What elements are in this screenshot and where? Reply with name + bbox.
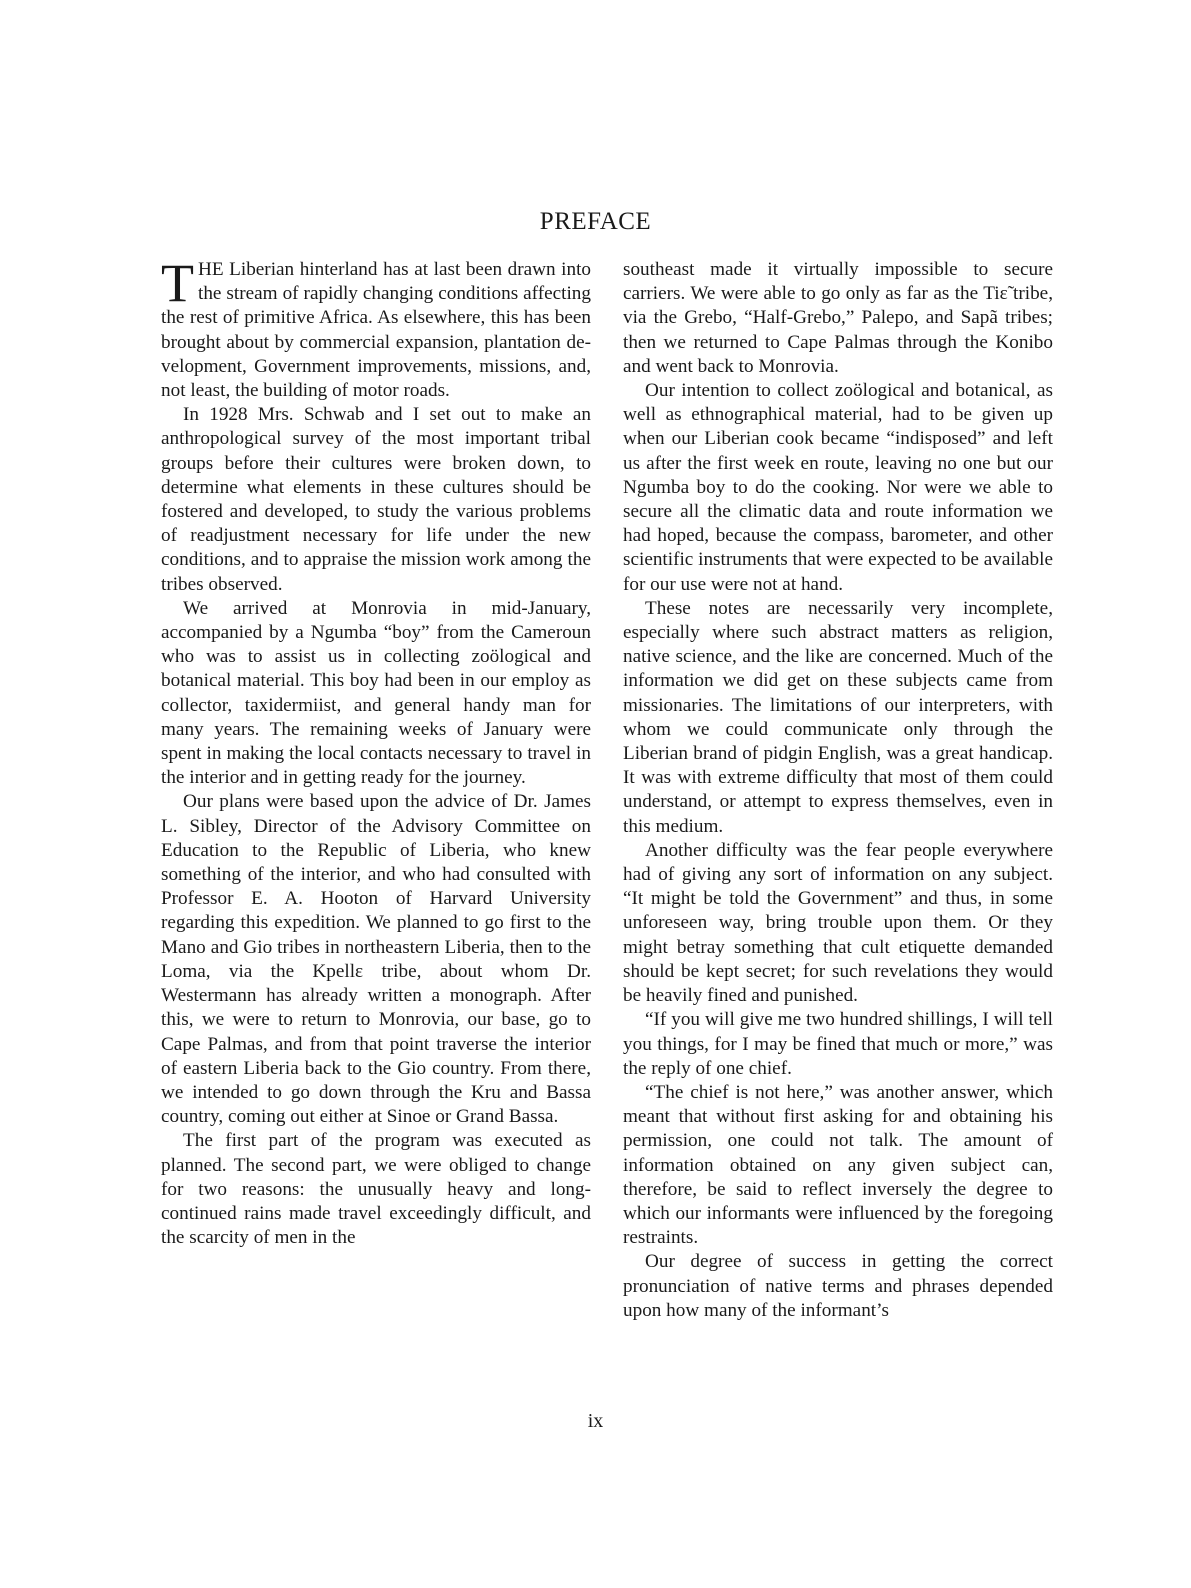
paragraph: Another difficulty was the fear people everywhere had of giving any sort of information on any subject. “It might be told the Government” and thus, in some unforeseen way, bring trouble upon them. Or they might betray something that cult etiquette demanded should be kept secret; for such revelations they would be heavily fined and punished. <box>623 839 1053 1007</box>
paragraph: Our intention to collect zoölogical and botanical, as well as ethnographical material, had to be given up when our Liberian cook became “indisposed” and left us after the first week en route, leaving no one but our Ngumba boy to do the cooking. Nor were we able to secure all the climatic data and route information we had hoped, because the compass, barometer, and other scientific instruments that were expected to be available for our use were not at hand. <box>623 380 1053 595</box>
page-number: ix <box>587 1410 604 1432</box>
paragraph: southeast made it virtually impossible to secure carriers. We were able to go only as far as the Tiɛ̃ tribe, via the Grebo, “Half-Grebo,” Palepo, and Sapã tribes; then we returned to Cape Palmas through the Konibo and went back to Monrovia. <box>623 259 1053 377</box>
page-title: PREFACE <box>539 208 652 235</box>
paragraph: We arrived at Monrovia in mid-January, accompanied by a Ngumba “boy” from the Cameroun who was to assist us in collecting zoölogical and botanical material. This boy had been in our employ as collector, taxidermiist, and general handy man for many years. The remaining weeks of January were spent in making the local contacts necessary to travel in the interior and in getting ready for the journey. <box>161 597 591 789</box>
paragraph: These notes are necessarily very incomplete, especially where such abstract matters as religion, native science, and the like are concerned. Much of the information we did get on these subjects came from missionaries. The limitations of our interpreters, with whom we could communicate only through the Liberian brand of pidgin English, was a great handicap. It was with extreme difficulty that most of them could understand, or attempt to express themselves, even in this medium. <box>623 597 1053 837</box>
paragraph: The first part of the program was executed as planned. The second part, we were obliged to change for two reasons: the unusually heavy and long-continued rains made travel exceedingly difficult, and the scarcity of men in the <box>161 1130 591 1249</box>
right-column <box>623 258 1053 1323</box>
paragraph: Our plans were based upon the advice of Dr. James L. Sibley, Director of the Advisory Committee on Education to the Republic of Liberia, who knew something of the interior, and who had consulted with Professor E. A. Hooton of Harvard University regarding this expedition. We planned to go first to the Mano and Gio tribes in northeastern Liberia, then to the Loma, via the Kpellɛ tribe, about whom Dr. Westermann has already written a monograph. After this, we were to return to Monrovia, our base, go to Cape Palmas, and from that point traverse the interior of eastern Liberia back to the Gio country. From there, we intended to go down through the Kru and Bassa country, coming out either at Sinoe or Grand Bassa. <box>161 791 591 1128</box>
left-column <box>161 253 591 1250</box>
paragraph <box>161 253 591 403</box>
paragraph: “If you will give me two hundred shillings, I will tell you things, for I may be fined that much or more,” was the reply of one chief. <box>623 1009 1053 1079</box>
paragraph: Our degree of success in getting the correct pronunciation of native terms and phrases depended upon how many of the informant’s <box>623 1251 1053 1321</box>
paragraph-text: HE Liberian hinterland has at last been drawn into the stream of rapidly changing conditions affecting the rest of primitive Africa. As elsewhere, this has been brought about by commercial expansion, plantation development, Government improvements, missions, and, not least, the building of motor roads. <box>161 259 591 402</box>
paragraph: “The chief is not here,” was another answer, which meant that without first asking for and obtaining his permission, one could not talk. The amount of information obtained on any given subject can, therefore, be said to reflect inversely the degree to which our informants were influenced by the foregoing restraints. <box>623 1081 1053 1249</box>
drop-cap: T <box>161 253 194 313</box>
paragraph: In 1928 Mrs. Schwab and I set out to make an anthropological survey of the most important tribal groups before their cultures were broken down, to determine what elements in these cultures should be fostered and developed, to study the various problems of readjustment necessary for life under the new conditions, and to appraise the mission work among the tribes observed. <box>161 404 591 595</box>
